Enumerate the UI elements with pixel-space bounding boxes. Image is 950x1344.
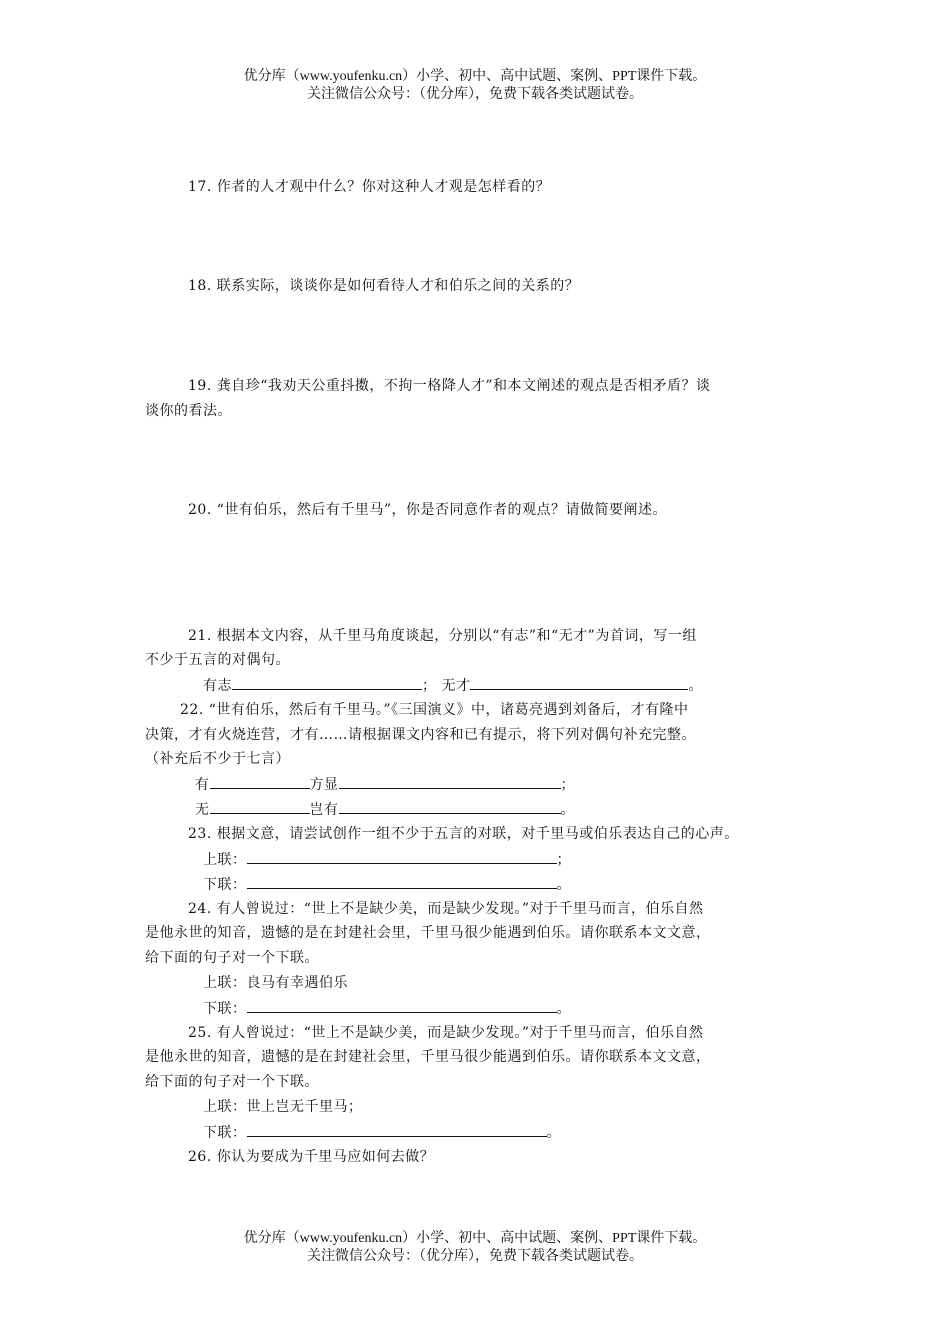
question-20: 20. “世有伯乐，然后有千里马”，你是否同意作者的观点？请做简要阐述。 [188,502,668,518]
question-25-upper: 上联：世上岂无千里马； [203,1099,363,1115]
answer-blank[interactable] [210,774,310,789]
question-22-answer-row-1: 有 方显 ； [195,774,575,795]
question-21-line1: 21. 根据本文内容，从千里马角度谈起，分别以“有志”和“无才”为首词，写一组 [188,628,697,644]
question-24-line1: 24. 有人曾说过：“世上不是缺少美，而是缺少发现。”对于千里马而言，伯乐自然 [188,901,704,917]
question-23-upper-row: 上联： ； [203,849,571,870]
question-23-lower-row: 下联： 。 [203,874,571,895]
answer-blank[interactable] [247,1122,547,1137]
answer-blank[interactable] [247,998,557,1013]
question-24-line3: 给下面的句子对一个下联。 [145,950,319,966]
question-25-line3: 给下面的句子对一个下联。 [145,1074,319,1090]
question-22-line2: 决策，才有火烧连营，才有……请根据课文内容和已有提示，将下列对偶句补充完整。 [145,727,696,743]
question-24-upper: 上联：良马有幸遇伯乐 [203,975,348,991]
page-footer-line1: 优分库（www.youfenku.cn）小学、初中、高中试题、案例、PPT课件下载。 [243,1231,707,1246]
question-22-line3: （补充后不少于七言） [145,751,290,767]
question-17: 17. 作者的人才观中什么？你对这种人才观是怎样看的？ [188,179,551,195]
question-21-line2: 不少于五言的对偶句。 [145,652,290,668]
answer-blank[interactable] [210,799,310,814]
page-footer-line2: 关注微信公众号：（优分库），免费下载各类试题试卷。 [307,1249,643,1264]
answer-prefix: 有志 [203,678,232,694]
question-26: 26. 你认为要成为千里马应如何去做？ [188,1149,435,1165]
question-21-answer-row: 有志 ； 无才 。 [203,675,703,696]
question-24-line2: 是他永世的知音，遗憾的是在封建社会里，千里马很少能遇到伯乐。请你联系本文文意， [145,925,711,941]
page-header-line2: 关注微信公众号：（优分库），免费下载各类试题试卷。 [307,87,643,102]
answer-prefix: 无才 [441,678,471,694]
question-25-line2: 是他永世的知音，遗憾的是在封建社会里，千里马很少能遇到伯乐。请你联系本文文意， [145,1049,711,1065]
question-25-line1: 25. 有人曾说过：“世上不是缺少美，而是缺少发现。”对于千里马而言，伯乐自然 [188,1025,704,1041]
answer-blank[interactable] [247,874,557,889]
question-23-line1: 23. 根据文意，请尝试创作一组不少于五言的对联，对千里马或伯乐表达自己的心声。 [188,826,739,842]
question-18: 18. 联系实际，谈谈你是如何看待人才和伯乐之间的关系的？ [188,278,580,294]
question-24-lower-row: 下联： 。 [203,998,571,1019]
question-22-line1: 22. “世有伯乐，然后有千里马。”《三国演义》中，诸葛亮遇到刘备后，才有隆中 [180,702,689,718]
answer-blank[interactable] [232,675,422,690]
question-22-answer-row-2: 无 岂有 。 [195,799,575,820]
question-19-line2: 谈你的看法。 [145,403,232,419]
question-25-lower-row: 下联： 。 [203,1122,561,1143]
page-header-line1: 优分库（www.youfenku.cn）小学、初中、高中试题、案例、PPT课件下载。 [243,69,707,84]
answer-blank[interactable] [339,774,561,789]
question-19-line1: 19. 龚自珍“我劝天公重抖擞，不拘一格降人才”和本文阐述的观点是否相矛盾？谈 [188,378,711,394]
answer-blank[interactable] [470,675,688,690]
answer-blank[interactable] [247,849,557,864]
answer-blank[interactable] [339,799,561,814]
